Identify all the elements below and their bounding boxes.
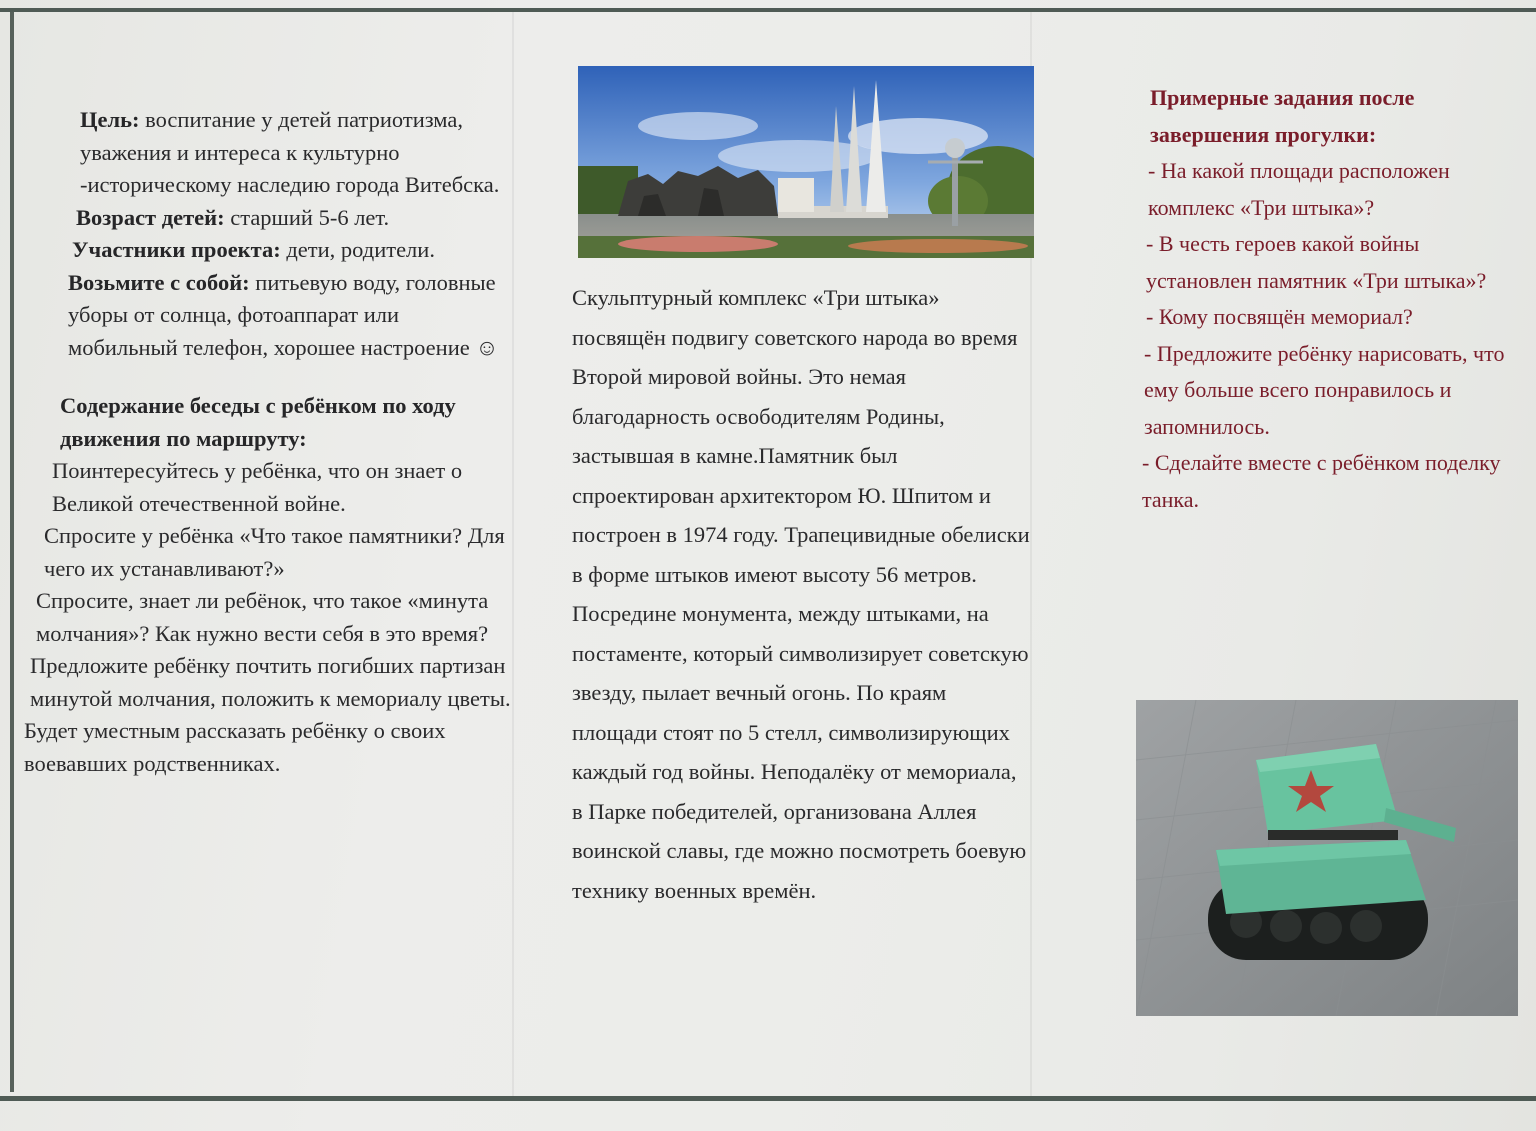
monument-photo xyxy=(578,66,1034,258)
age-text: старший 5-6 лет. xyxy=(224,204,390,230)
right-panel xyxy=(1140,80,1520,518)
participants-text: дети, родители. xyxy=(280,237,435,262)
monument-description: Скульптурный комплекс «Три штыка» посвящён подвигу советского народа во время Второй мировой войны. Это немая благодарность освободителям Родины, застывшая в камне.Памятник был спроектирован архитектором Ю. Шпитом и построен в 1974 году. Трапецивидные обелиски в форме штыков имеют высоту 56 метров. Посредине монумента, между штыками, на постаменте, который символизирует советскую звезду, пылает вечный огонь. По краям площади стоят по 5 стелл, символизирующих каждый год войны. Неподалёку от мемориала, в Парке победителей, организована Аллея воинской славы, где можно посмотреть боевую технику военных времён. xyxy=(572,285,1030,903)
task-item: - В честь героев какой войны установлен памятник «Три штыка»? xyxy=(1146,231,1487,293)
frame-border-top xyxy=(0,8,1536,12)
take-with-paragraph xyxy=(24,267,514,365)
content-paragraph: Спросите у ребёнка «Что такое памятники? Для чего их устанавливают?» xyxy=(44,523,505,581)
take-with-label: Возьмите с собой: xyxy=(68,269,250,295)
frame-border-left xyxy=(10,12,14,1092)
content-heading: Содержание беседы с ребёнком по ходу движения по маршруту: xyxy=(60,393,456,451)
participants-label: Участники проекта: xyxy=(72,237,281,262)
participants-paragraph xyxy=(24,234,514,267)
task-item: - На какой площади расположен комплекс «Три штыка»? xyxy=(1148,158,1450,220)
goal-paragraph xyxy=(24,104,514,202)
goal-label: Цель: xyxy=(80,107,140,132)
content-paragraph: Поинтересуйтесь у ребёнка, что он знает о Великой отечественной войне. xyxy=(52,458,463,516)
task-item: - Кому посвящён мемориал? xyxy=(1146,304,1413,329)
age-label: Возраст детей: xyxy=(76,204,225,230)
take-with-text: питьевую воду, головные уборы от солнца, фотоаппарат или мобильный телефон, хорошее настроение ☺ xyxy=(68,269,499,360)
goal-text: воспитание у детей патриотизма, уважения и интереса к культурно -историческому наследию города Витебска. xyxy=(80,107,500,197)
content-paragraph: Спросите, знает ли ребёнок, что такое «минута молчания»? Как нужно вести себя в это время? xyxy=(36,588,489,646)
task-item: - Сделайте вместе с ребёнком поделку танка. xyxy=(1142,450,1501,512)
frame-border-bottom xyxy=(0,1096,1536,1101)
tasks-heading: Примерные задания после завершения прогулки: xyxy=(1150,85,1415,147)
tank-craft-photo xyxy=(1136,700,1518,1016)
middle-panel xyxy=(540,278,1030,910)
left-panel xyxy=(24,104,514,780)
task-item: - Предложите ребёнку нарисовать, что ему больше всего понравилось и запомнилось. xyxy=(1144,340,1505,439)
content-paragraph: Будет уместным рассказать ребёнку о своих воевавших родственниках. xyxy=(24,718,446,776)
age-paragraph xyxy=(24,202,514,235)
content-paragraph: Предложите ребёнку почтить погибших партизан минутой молчания, положить к мемориалу цветы. xyxy=(30,653,511,711)
